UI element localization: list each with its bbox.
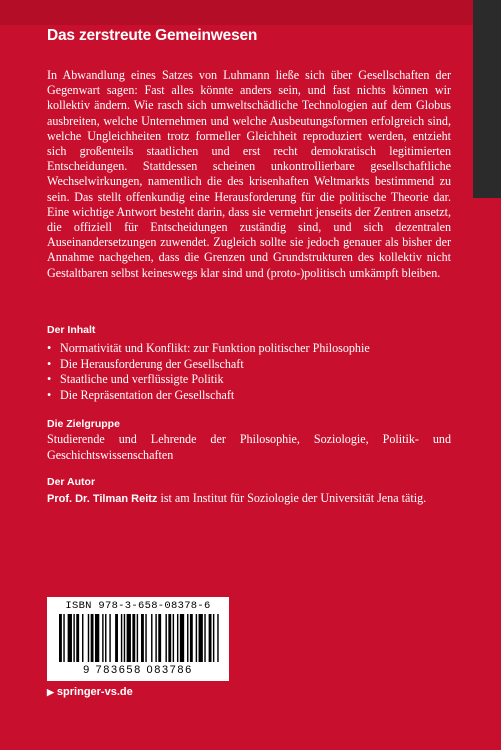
barcode-bar <box>199 614 203 662</box>
barcode-bar <box>68 614 72 662</box>
barcode-bar <box>190 614 193 662</box>
section-heading-zielgruppe: Die Zielgruppe <box>47 418 120 430</box>
barcode-bar <box>109 614 110 662</box>
barcode-digits: 9 783658 083786 <box>83 664 193 676</box>
barcode-bar <box>158 614 161 662</box>
barcode-bar <box>95 614 99 662</box>
author-description: ist am Institut für Soziologie der Universität Jena tätig. <box>157 491 427 505</box>
barcode-bar <box>82 614 83 662</box>
list-item: • Die Repräsentation der Gesellschaft <box>47 388 451 404</box>
barcode-bar <box>137 614 138 662</box>
barcode-bar <box>155 614 156 662</box>
barcode-bar <box>76 614 79 662</box>
barcode-bar <box>217 614 218 662</box>
barcode-bar <box>73 614 74 662</box>
barcode-bar <box>196 614 197 662</box>
barcode-bar <box>59 614 62 662</box>
list-item: • Staatliche und verflüssigte Politik <box>47 372 451 388</box>
barcode-bar <box>141 614 144 662</box>
barcode-bar <box>63 614 64 662</box>
barcode-bar <box>165 614 166 662</box>
barcode-bar <box>127 614 131 662</box>
barcode-bars <box>59 614 223 662</box>
barcode-box <box>47 597 229 681</box>
barcode-bar <box>115 614 118 662</box>
barcode-bar <box>105 614 106 662</box>
barcode-bar <box>121 614 122 662</box>
book-title: Das zerstreute Gemeinwesen <box>47 27 258 44</box>
list-item: • Normativität und Konflikt: zur Funktion politischer Philosophie <box>47 341 451 357</box>
barcode-bar <box>213 614 214 662</box>
list-item: • Die Herausforderung der Gesellschaft <box>47 357 451 373</box>
section-heading-autor: Der Autor <box>47 476 96 488</box>
top-band <box>0 0 501 25</box>
publisher-label: springer-vs.de <box>56 686 133 698</box>
barcode-bar <box>180 614 184 662</box>
side-strip <box>473 0 501 198</box>
barcode-bar <box>187 614 188 662</box>
section-heading-inhalt: Der Inhalt <box>47 324 96 336</box>
barcode-bar <box>91 614 94 662</box>
barcode-bar <box>173 614 174 662</box>
author-name: Prof. Dr. Tilman Reitz <box>47 493 158 505</box>
target-audience-text: Studierende und Lehrende der Philosophie, Soziologie, Politik- und Geschichtswissenschaften <box>47 432 451 462</box>
publisher-url[interactable] <box>47 686 133 698</box>
barcode-bar <box>204 614 205 662</box>
barcode-bar <box>145 614 146 662</box>
author-text <box>47 491 451 508</box>
barcode-bar <box>124 614 125 662</box>
barcode-bar <box>88 614 89 662</box>
barcode-bar <box>132 614 135 662</box>
barcode-bar <box>151 614 152 662</box>
contents-list <box>47 341 451 403</box>
barcode-bar <box>168 614 171 662</box>
isbn-label: ISBN 978-3-658-08378-6 <box>65 600 211 612</box>
barcode-bar <box>177 614 178 662</box>
barcode-bar <box>102 614 103 662</box>
blurb-text: In Abwandlung eines Satzes von Luhmann ließe sich über Gesellschaften der Gegenwart sagen: Fast alles könnte anders sein, und fast nichts können wir kollektiv ändern. Wie rasch sich umweltschädliche Technologien auf dem Globus ausbreiten, welche Unternehmen und welche Ausbeutungsformen erfolgreich sind, welche Ungleichheiten trotz formeller Gleichheit reproduziert werden, entzieht sich großenteils staatlichen und erst recht demokratisch legitimierten Entscheidungen. Stattdessen scheinen unkontrollierbare gesellschaftliche Wechselwirkungen, namentlich die des krisenhaften Weltmarkts bestimmend zu sein. Das stellt offenkundig eine Herausforderung für die politische Theorie dar. Eine wichtige Antwort besteht darin, dass sie vermehrt jenseits der Zentren ansetzt, die offiziell für Entscheidungen zuständig sind, und sich dezentralen Auseinandersetzungen zuwendet. Zugleich sollte sie jedoch genauer als bisher der Annahme nachgehen, dass die Grenzen und Grundstrukturen des kollektiv nicht Gestaltbaren selbst keineswegs klar sind und (proto-)politisch umkämpft bleiben. <box>47 68 451 280</box>
barcode-bar <box>209 614 212 662</box>
arrow-right-icon: ▶ <box>47 687 54 697</box>
